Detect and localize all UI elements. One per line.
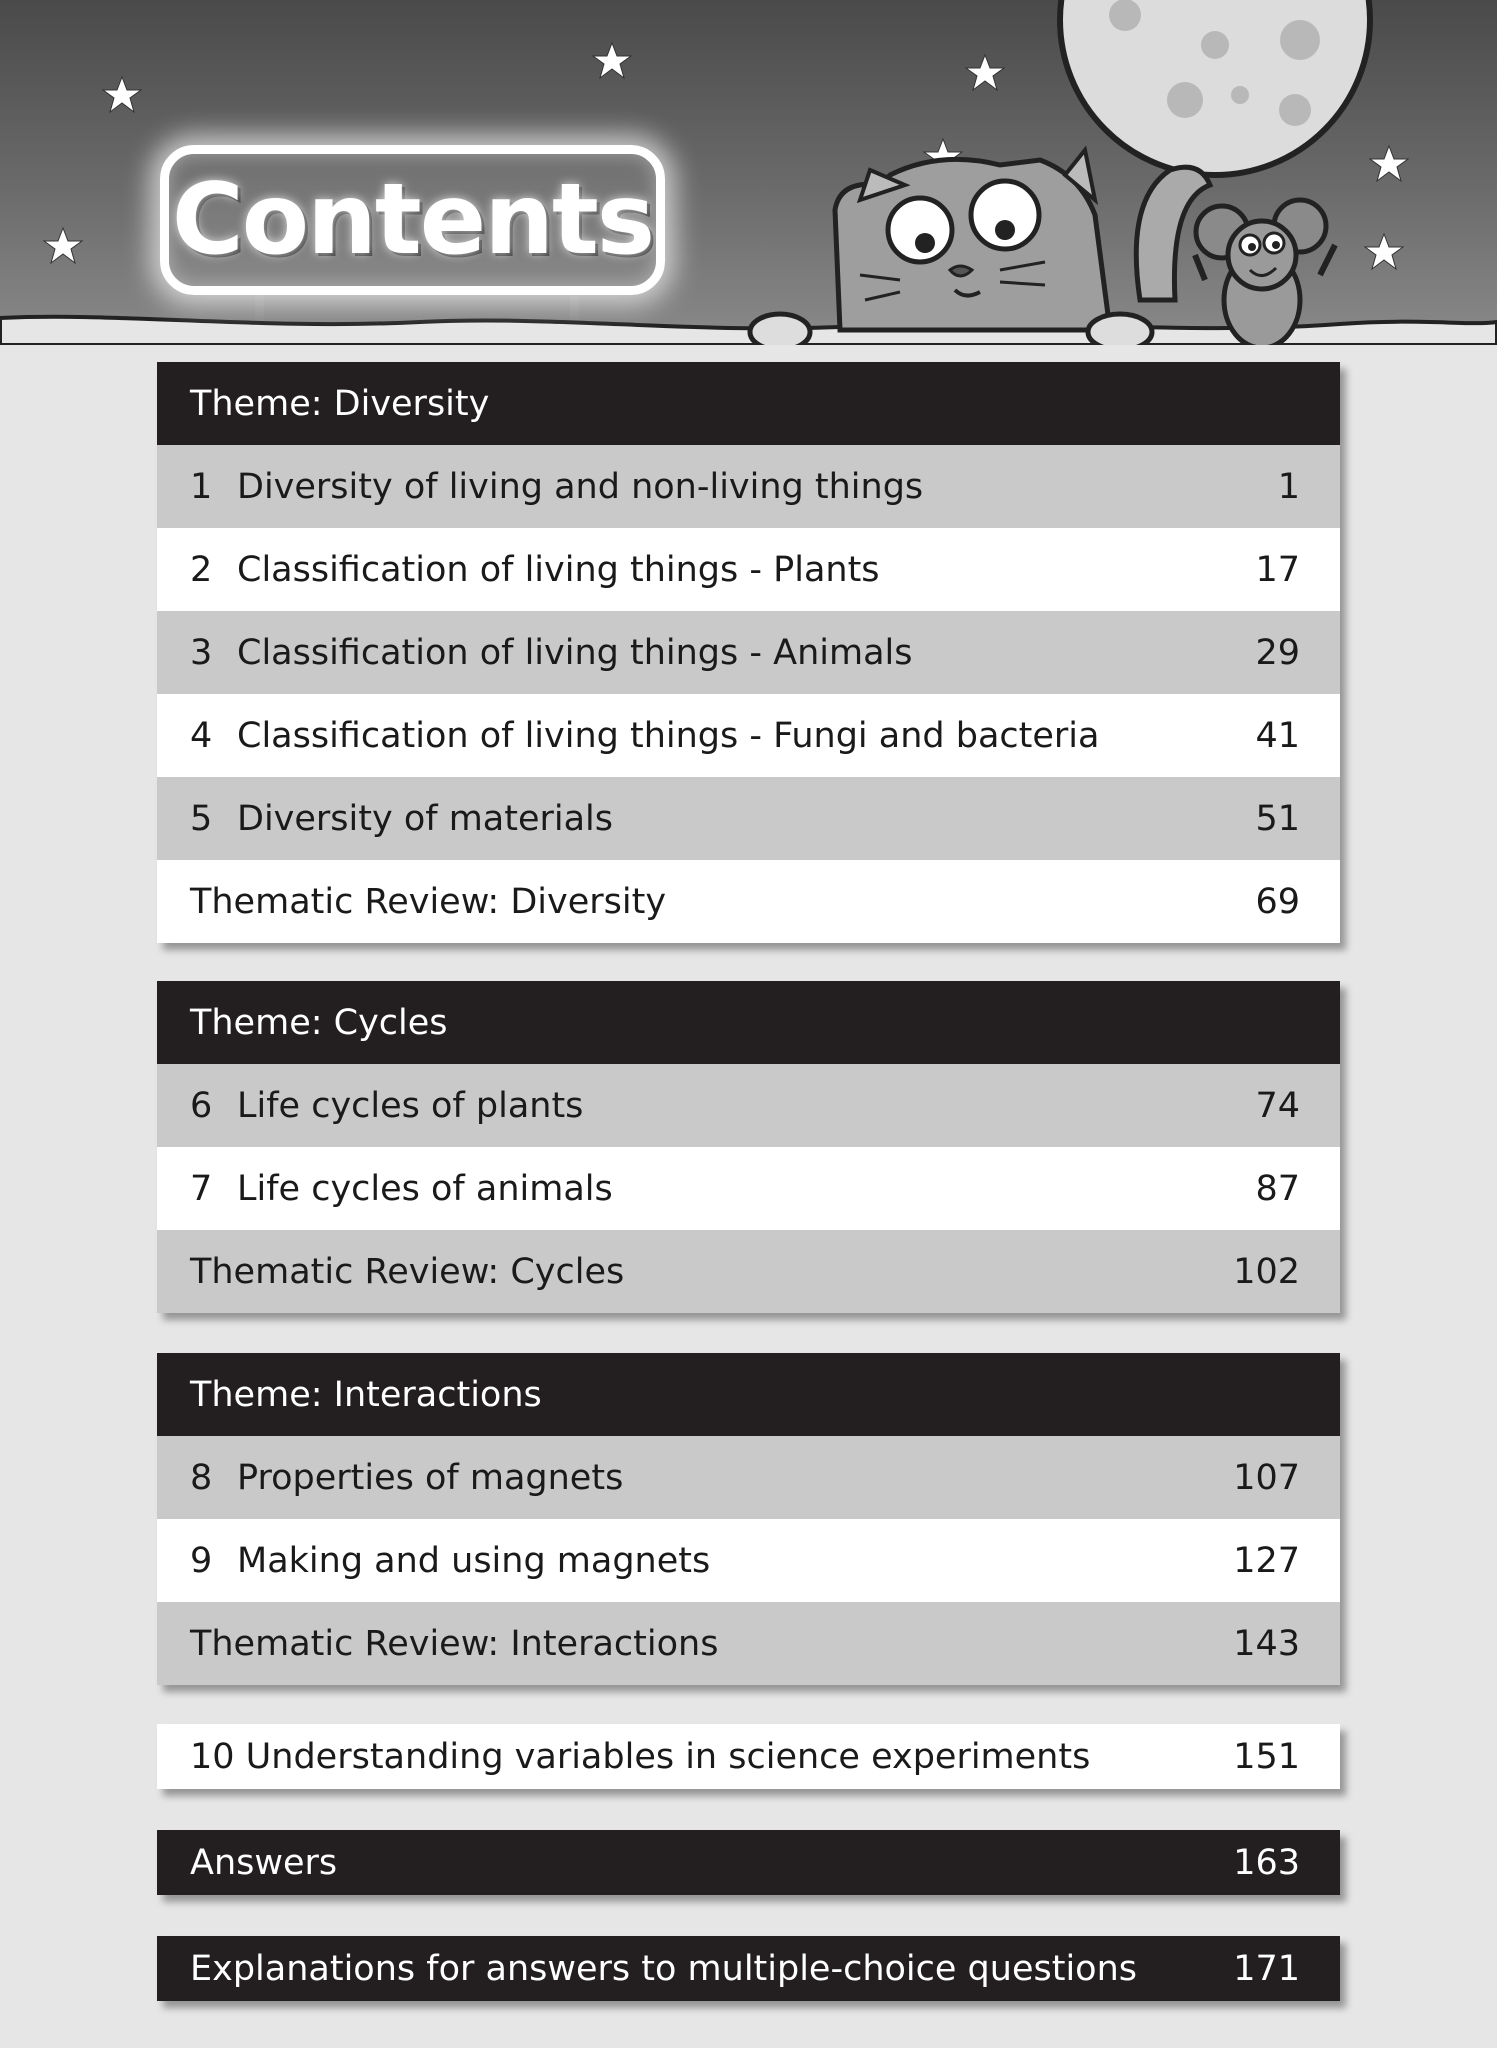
page-number: 171: [1233, 1948, 1300, 1989]
chapter-number: 3: [190, 632, 213, 673]
toc-row[interactable]: [157, 1936, 1340, 2001]
chapter-title: Diversity of living and non-living things: [237, 466, 924, 507]
chapter-title: Explanations for answers to multiple-choice questions: [190, 1948, 1137, 1989]
page-number: 127: [1233, 1540, 1300, 1581]
toc-row[interactable]: [157, 1830, 1340, 1895]
toc-entry-explanations[interactable]: [157, 1936, 1340, 2001]
page-number: 107: [1233, 1457, 1300, 1498]
page-number: 17: [1255, 549, 1300, 590]
page-number: 143: [1233, 1623, 1300, 1664]
chapter-number: 4: [190, 715, 213, 756]
page-number: 51: [1255, 798, 1300, 839]
toc-entry-variables[interactable]: [157, 1724, 1340, 1789]
toc-row-review[interactable]: [157, 1602, 1340, 1685]
chapter-title: Life cycles of animals: [237, 1168, 613, 1209]
page-number: 41: [1255, 715, 1300, 756]
chapter-title: Making and using magnets: [237, 1540, 711, 1581]
theme-title: Theme: Cycles: [190, 1002, 448, 1043]
chapter-title: Thematic Review: Diversity: [190, 881, 667, 922]
toc-row[interactable]: [157, 1436, 1340, 1519]
toc-row[interactable]: [157, 1724, 1340, 1789]
chapter-title: 10 Understanding variables in science experiments: [190, 1736, 1091, 1777]
chapter-title: Diversity of materials: [237, 798, 614, 839]
theme-title: Theme: Interactions: [190, 1374, 542, 1415]
chapter-number: 2: [190, 549, 213, 590]
chapter-title: Classification of living things - Animals: [237, 632, 913, 673]
chapter-number: 7: [190, 1168, 213, 1209]
chapter-title: Properties of magnets: [237, 1457, 624, 1498]
chapter-number: 1: [190, 466, 213, 507]
page-number: 151: [1233, 1736, 1300, 1777]
chapter-number: 9: [190, 1540, 213, 1581]
title-frame: [160, 145, 665, 295]
toc-row[interactable]: [157, 611, 1340, 694]
chapter-title: Life cycles of plants: [237, 1085, 584, 1126]
theme-header: [157, 1353, 1340, 1436]
page-number: 69: [1255, 881, 1300, 922]
chapter-title: Classification of living things - Plants: [237, 549, 880, 590]
mouse-illustration: [1195, 200, 1335, 345]
page-number: 1: [1277, 466, 1300, 507]
chapter-number: 5: [190, 798, 213, 839]
section-interactions: [157, 1353, 1340, 1685]
toc-row-review[interactable]: [157, 860, 1340, 943]
page-number: 102: [1233, 1251, 1300, 1292]
page-number: 163: [1233, 1842, 1300, 1883]
theme-title: Theme: Diversity: [190, 383, 490, 424]
page-number: 74: [1255, 1085, 1300, 1126]
toc-row[interactable]: [157, 1064, 1340, 1147]
chapter-title: Thematic Review: Interactions: [190, 1623, 719, 1664]
chapter-title: Classification of living things - Fungi and bacteria: [237, 715, 1100, 756]
toc-row[interactable]: [157, 1519, 1340, 1602]
chapter-number: 6: [190, 1085, 213, 1126]
cat-illustration: [750, 150, 1210, 345]
toc-row-review[interactable]: [157, 1230, 1340, 1313]
chapter-title: Answers: [190, 1842, 338, 1883]
section-diversity: [157, 362, 1340, 943]
toc-row[interactable]: [157, 1147, 1340, 1230]
page-number: 87: [1255, 1168, 1300, 1209]
page-number: 29: [1255, 632, 1300, 673]
toc-row[interactable]: [157, 445, 1340, 528]
theme-header: [157, 362, 1340, 445]
chapter-number: 8: [190, 1457, 213, 1498]
toc-row[interactable]: [157, 777, 1340, 860]
section-cycles: [157, 981, 1340, 1313]
header-banner: [0, 0, 1497, 345]
toc-entry-answers[interactable]: [157, 1830, 1340, 1895]
toc-row[interactable]: [157, 694, 1340, 777]
chapter-title: Thematic Review: Cycles: [190, 1251, 625, 1292]
moon-icon: [1060, 0, 1370, 175]
page-title: Contents: [171, 163, 654, 277]
toc-row[interactable]: [157, 528, 1340, 611]
theme-header: [157, 981, 1340, 1064]
